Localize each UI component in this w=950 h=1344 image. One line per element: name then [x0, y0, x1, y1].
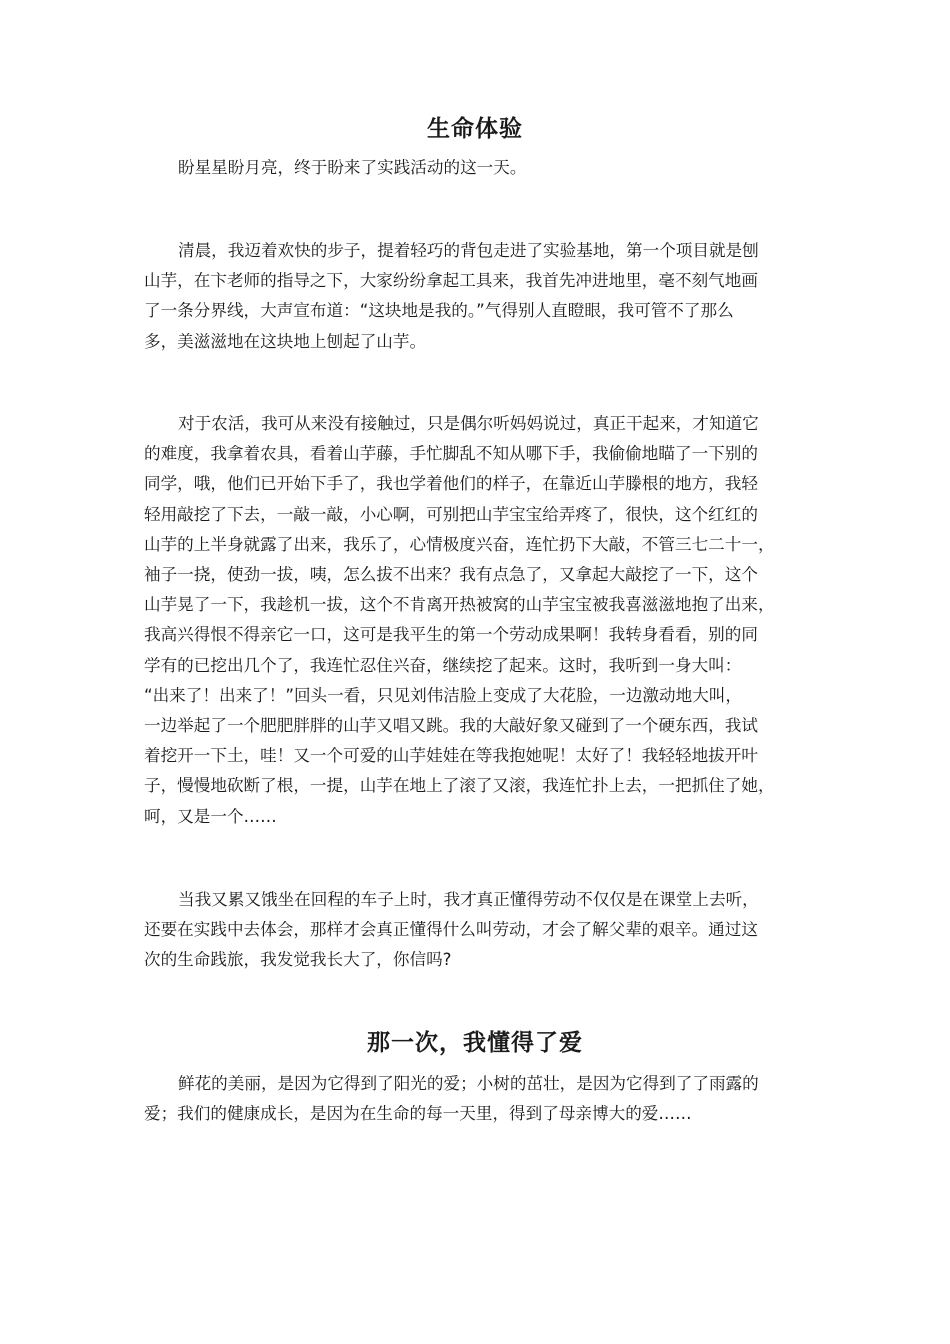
paragraph-line: 次的生命践旅，我发觉我长大了，你信吗? [144, 950, 452, 970]
paragraph-line: 山芋的上半身就露了出来，我乐了，心情极度兴奋，连忙扔下大敲，不管三七二十一， [144, 534, 775, 554]
article-title: 生命体验 [427, 116, 523, 142]
paragraph-conclusion [144, 885, 834, 976]
paragraph-line: 袖子一挠，使劲一拔，咦，怎么拔不出来？我有点急了，又拿起大敲挖了一下，这个 [144, 565, 758, 585]
paragraph-line: 清晨，我迈着欢快的步子，提着轻巧的背包走进了实验基地，第一个项目就是刨 [178, 241, 759, 260]
paragraph-line: 盼星星盼月亮，终于盼来了实践活动的这一天。 [178, 158, 527, 177]
paragraph-line: 我高兴得恨不得亲它一口，这可是我平生的第一个劳动成果啊！我转身看看，别的同 [144, 625, 758, 645]
paragraph-line: 山芋，在卞老师的指导之下，大家纷纷拿起工具来，我首先冲进地里，毫不刻气地画 [144, 271, 758, 291]
paragraph-line: 鲜花的美丽，是因为它得到了阳光的爱；小树的茁壮，是因为它得到了了雨露的 [178, 1074, 759, 1093]
paragraph-line: 爱；我们的健康成长，是因为在生命的每一天里，得到了母亲博大的爱…… [144, 1104, 692, 1124]
paragraph-line: 轻用敲挖了下去，一敲一敲，小心啊，可别把山芋宝宝给弄疼了，很快，这个红红的 [144, 504, 758, 524]
paragraph-line: 当我又累又饿坐在回程的车子上时，我才真正懂得劳动不仅仅是在课堂上去听， [178, 890, 759, 909]
paragraph-line: 多，美滋滋地在这块地上刨起了山芋。 [144, 331, 427, 351]
paragraph-line: 山芋晃了一下，我趁机一拔，这个不肯离开热被窝的山芋宝宝被我喜滋滋地抱了出来， [144, 595, 775, 615]
paragraph-morning [144, 236, 834, 357]
article-title: 那一次，我懂得了爱 [367, 1030, 583, 1056]
paragraph-farmwork [144, 409, 834, 832]
paragraph-intro [144, 153, 834, 183]
paragraph-line: 还要在实践中去体会，那样才会真正懂得什么叫劳动，才会了解父辈的艰辛。通过这 [144, 920, 758, 940]
paragraph-line: 了一条分界线，大声宣布道：“这块地是我的。”气得别人直瞪眼，我可管不了那么 [144, 301, 734, 321]
paragraph-line: 一边举起了一个肥肥胖胖的山芋又唱又跳。我的大敲好象又碰到了一个硬东西，我试 [144, 716, 758, 736]
paragraph-line: 呵，又是一个…… [144, 806, 277, 826]
paragraph-line: 的难度，我拿着农具，看着山芋藤，手忙脚乱不知从哪下手，我偷偷地瞄了一下别的 [144, 444, 758, 464]
paragraph-line: 对于农活，我可从来没有接触过，只是偶尔听妈妈说过，真正干起来，才知道它 [178, 414, 759, 433]
paragraph-line: “出来了！出来了！”回头一看，只见刘伟洁脸上变成了大花脸，一边激动地大叫， [144, 685, 742, 705]
paragraph-line: 子，慢慢地砍断了根，一提，山芋在地上了滚了又滚，我连忙扑上去，一把抓住了她， [144, 776, 775, 796]
paragraph-line: 学有的已挖出几个了，我连忙忍住兴奋，继续挖了起来。这时，我听到一身大叫： [144, 655, 742, 675]
paragraph-love-intro [144, 1069, 834, 1129]
paragraph-line: 同学，哦，他们已开始下手了，我也学着他们的样子，在靠近山芋滕根的地方，我轻 [144, 474, 758, 494]
paragraph-line: 着挖开一下土，哇！又一个可爱的山芋娃娃在等我抱她呢！太好了！我轻轻地拔开叶 [144, 746, 758, 766]
